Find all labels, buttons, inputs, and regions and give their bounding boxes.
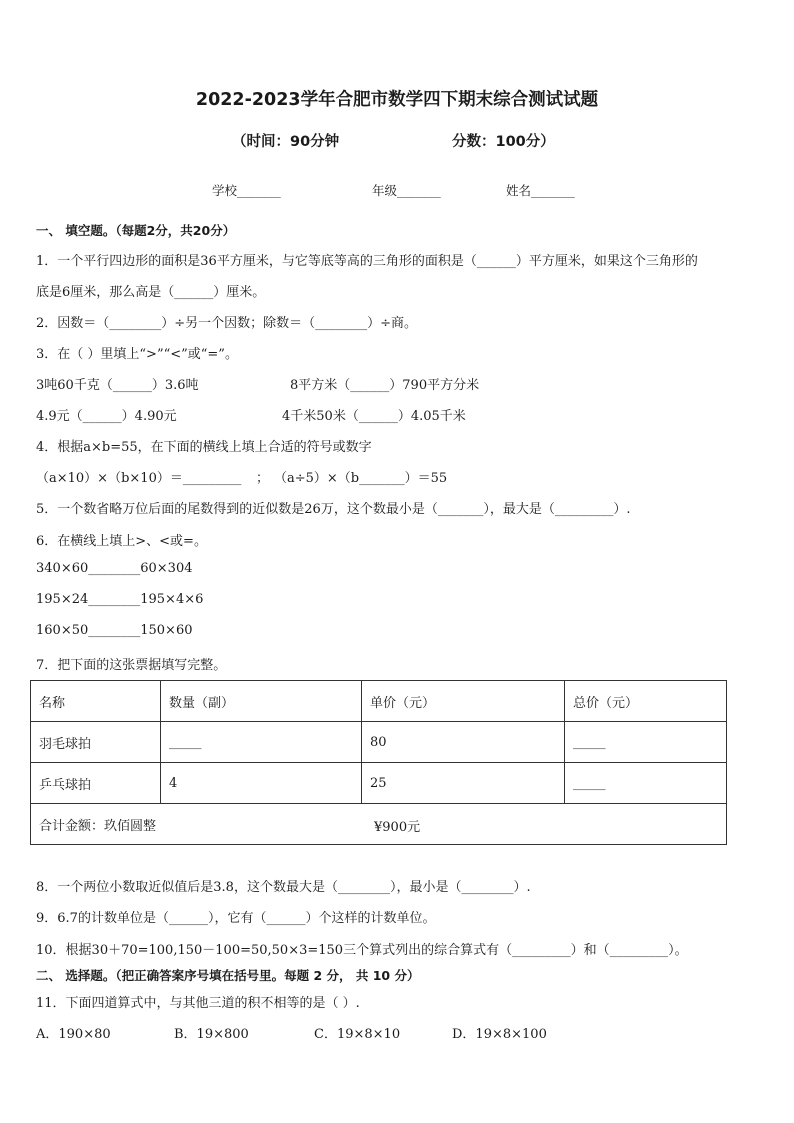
question-1-line-2: 底是6厘米，那么高是（______）厘米。 [36, 285, 266, 300]
cell-unit-price: 25 [362, 763, 565, 804]
page-title: 2022-2023学年合肥市数学四下期末综合测试试题 [195, 90, 599, 110]
question-8: 8．一个两位小数取近似值后是3.8，这个数最大是（________），最小是（________）. [36, 880, 531, 895]
question-6-c: 160×50________150×60 [36, 623, 193, 638]
question-11-option-b: B．19×800 [174, 1027, 249, 1042]
table-row [31, 722, 727, 763]
question-11-option-c: C．19×8×10 [314, 1027, 401, 1042]
question-7-stem: 7．把下面的这张票据填写完整。 [36, 658, 227, 673]
question-4-stem: 4．根据a×b=55，在下面的横线上填上合适的符号或数字 [36, 440, 372, 455]
question-11-stem: 11．下面四道算式中，与其他三道的积不相等的是（ ）. [36, 996, 360, 1011]
table-row [31, 763, 727, 804]
question-10: 10．根据30＋70=100,150－100=50,50×3=150三个算式列出的综合算式有（_________）和（_________）。 [36, 943, 688, 958]
total-amount-value: ¥900元 [374, 820, 421, 835]
header-cell-quantity: 数量（副） [161, 681, 362, 722]
name-field: 姓名_______ [506, 183, 575, 198]
question-1-line-1: 1．一个平行四边形的面积是36平方厘米，与它等底等高的三角形的面积是（______）平方厘米，如果这个三角形的 [36, 254, 698, 269]
cell-item-name: 乒乓球拍 [31, 763, 161, 804]
header-cell-unit-price: 单价（元） [362, 681, 565, 722]
question-2: 2．因数＝（________）÷另一个因数；除数＝（________）÷商。 [36, 316, 418, 331]
question-6-b: 195×24________195×4×6 [36, 592, 204, 607]
cell-quantity: 4 [161, 763, 362, 804]
school-field: 学校_______ [212, 183, 281, 198]
question-3-stem: 3．在（ ）里填上“>”“<”或“=”。 [36, 347, 238, 362]
header-cell-total-price: 总价（元） [565, 681, 727, 722]
question-5: 5．一个数省略万位后面的尾数得到的近似数是26万，这个数最小是（_______），最大是（_________）. [36, 502, 631, 517]
table-header-row [31, 681, 727, 722]
question-6-a: 340×60________60×304 [36, 561, 193, 576]
grade-field: 年级_______ [372, 183, 441, 198]
question-3-b: 8平方米（______）790平方分米 [290, 378, 480, 393]
question-4-separator: ； [256, 471, 270, 486]
question-3-d: 4千米50米（______）4.05千米 [282, 409, 466, 424]
question-11-option-a: A．190×80 [36, 1027, 111, 1042]
total-cell [31, 804, 727, 845]
cell-item-name: 羽毛球拍 [31, 722, 161, 763]
section-2-heading: 二、 选择题。（把正确答案序号填在括号里。每题 2 分， 共 10 分） [36, 968, 420, 983]
question-9: 9．6.7的计数单位是（______），它有（______）个这样的计数单位。 [36, 911, 436, 926]
exam-score: 分数：100分） [452, 134, 555, 150]
cell-total-price: _____ [565, 722, 727, 763]
question-11-option-d: D．19×8×100 [452, 1027, 547, 1042]
question-6-stem: 6．在横线上填上>、<或=。 [36, 534, 207, 549]
section-1-heading: 一、 填空题。（每题2分，共20分） [36, 223, 236, 238]
question-4-b: （a÷5）×（b_______）＝55 [274, 471, 448, 486]
exam-time: （时间：90分钟 [232, 134, 340, 150]
receipt-table [30, 680, 727, 845]
cell-unit-price: 80 [362, 722, 565, 763]
question-3-a: 3吨60千克（______）3.6吨 [36, 378, 199, 393]
total-amount-label: 合计金额：玖佰圆整 [39, 818, 157, 834]
question-3-c: 4.9元（______）4.90元 [36, 409, 177, 424]
cell-total-price: _____ [565, 763, 727, 804]
table-total-row [31, 804, 727, 845]
header-cell-name: 名称 [31, 681, 161, 722]
question-4-a: （a×10）×（b×10）＝_________ [36, 471, 242, 486]
cell-quantity: _____ [161, 722, 362, 763]
